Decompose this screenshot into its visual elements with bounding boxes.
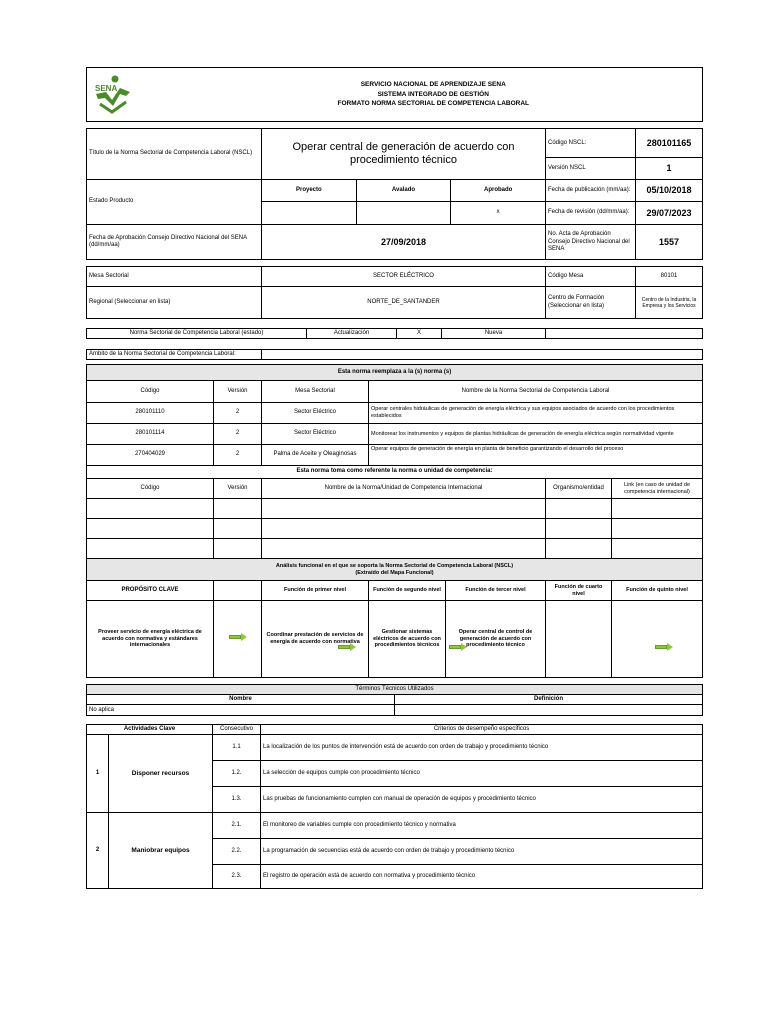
actividad-crit: El monitoreo de variables cumple con procedimiento técnico y normativa [261,813,703,839]
logo-text: SENA [95,84,118,93]
info-table [86,128,703,260]
funcional-title1: Análisis funcional en el que se soporta la Norma Sectorial de Competencia Laboral (NSCL) [275,562,514,569]
referente-h-codigo: Código [87,479,214,499]
reemplaza-mesa: Sector Eléctrico [262,403,369,424]
rev-label: Fecha de revisión (dd/mm/aa): [546,201,636,225]
funcional-title2: (Extraído del Mapa Funcional) [355,569,434,576]
funcional-f2: Gestionar sistemas eléctricos de acuerdo con procedimientos técnicos [369,601,446,678]
normas-table [86,364,703,678]
reemplaza-nombre: Monitorear los instrumentos y equipos de plantas hidráulicas de generación de energía eléctrica según normatividad vigente [369,424,703,445]
aprobado-mark: x [451,201,546,225]
funcional-h-proposito: PROPÓSITO CLAVE [87,581,214,601]
funcional-h-f1: Función de primer nivel [262,581,369,601]
header-title [165,68,703,122]
actividad-cons: 1.1 [213,735,261,761]
ambito-value [262,350,703,360]
table-row [87,519,703,539]
mesa-value: SECTOR ELÉCTRICO [262,267,546,287]
estado-nueva: Nueva [442,329,546,339]
funcional-f5 [612,601,703,678]
actividad-crit: El registro de operación está de acuerdo con normativa y procedimiento técnico [261,865,703,889]
reemplaza-mesa: Sector Eléctrico [262,424,369,445]
centro-value: Centro de la Industria, la Empresa y los Servicios [636,287,703,319]
terminos-def [395,705,703,716]
actividad-crit: La programación de secuencias está de acuerdo con orden de trabajo y procedimiento técnico [261,839,703,865]
reemplaza-h-nombre: Nombre de la Norma Sectorial de Competencia Laboral [369,381,703,403]
ambito-label: Ámbito de la Norma Sectorial de Competencia Laboral: [87,350,262,360]
arrow-right-icon [338,644,356,650]
actividad-cons: 2.2. [213,839,261,865]
referente-h-version: Versión [214,479,262,499]
acta-value: 1557 [636,225,703,260]
arrow-cell [214,601,262,678]
header-line1: SERVICIO NACIONAL DE APRENDIZAJE SENA [360,81,506,89]
table-row [87,813,703,839]
reemplaza-version: 2 [214,445,262,466]
avalado-header: Avalado [356,179,451,201]
reemplaza-codigo: 270404029 [87,445,214,466]
reemplaza-version: 2 [214,403,262,424]
funcional-h-f2: Función de segundo nivel [369,581,446,601]
reemplaza-h-codigo: Código [87,381,214,403]
funcional-f1: Coordinar prestación de servicios de energía de acuerdo con normativa [262,601,369,678]
actividad-num: 1 [87,735,109,813]
acta-label: No. Acta de Aprobación Consejo Directivo Nacional del SENA [546,225,636,260]
actividad-crit: La localización de los puntos de intervención está de acuerdo con orden de trabajo y procedimiento técnico [261,735,703,761]
reemplaza-h-mesa: Mesa Sectorial [262,381,369,403]
codmesa-label: Código Mesa [546,267,636,287]
funcional-f3: Operar central de control de generación de acuerdo con procedimiento técnico [446,601,546,678]
actividad-cons: 2.3. [213,865,261,889]
arrow-right-icon [655,644,673,650]
estado-label: Estado Producto [87,179,262,224]
proyecto-cell [262,201,357,225]
funcional-h-f5: Función de quinto nivel [612,581,703,601]
arrow-right-icon [449,644,467,650]
code-label: Código NSCL: [546,129,636,158]
reemplaza-title: Esta norma reemplaza a la (s) norma (s) [87,365,703,381]
actividad-name: Disponer recursos [109,735,213,813]
actividad-cons: 1.3. [213,787,261,813]
aprobado-header: Aprobado [451,179,546,201]
terminos-table [86,684,703,716]
funcional-title [87,559,703,581]
table-row [87,403,703,424]
title-value: Operar central de generación de acuerdo con procedimiento técnico [262,129,546,180]
table-row [87,424,703,445]
actividades-h-cons: Consecutivo [213,725,261,735]
reemplaza-codigo: 280101114 [87,424,214,445]
estado-actualizacion: Actualización [307,329,397,339]
arrow-gap [214,581,262,601]
title-label: Título de la Norma Sectorial de Competencia Laboral (NSCL) [87,129,262,180]
estado-table [86,328,703,339]
actividades-table [86,724,703,889]
header-line3: FORMATO NORMA SECTORIAL DE COMPETENCIA LABORAL [337,100,529,108]
reemplaza-codigo: 280101110 [87,403,214,424]
arrow-right-icon [229,634,247,640]
header-line2: SISTEMA INTEGRADO DE GESTIÓN [377,90,489,98]
reemplaza-h-version: Versión [214,381,262,403]
terminos-title: Términos Técnicos Utilizados [87,685,703,695]
codmesa-value: 80101 [636,267,703,287]
actividad-crit: La selección de equipos cumple con procedimiento técnico [261,761,703,787]
referente-h-link: Link (en caso de unidad de competencia internacional) [612,479,703,499]
centro-label: Centro de Formación (Seleccionar en lista) [546,287,636,319]
actividades-h-crit: Criterios de desempeño específicos [261,725,703,735]
actividad-crit: Las pruebas de funcionamiento cumplen con manual de operación de equipos y procedimiento técnico [261,787,703,813]
reemplaza-version: 2 [214,424,262,445]
funcional-proposito: Proveer servicio de energía eléctrica de acuerdo con normativa y estándares internacionales [87,601,214,678]
version-value: 1 [636,158,703,180]
regional-value: NORTE_DE_SANTANDER [262,287,546,319]
estado-blank [546,329,703,339]
funcional-h-f4: Función de cuarto nivel [546,581,612,601]
regional-label: Regional (Seleccionar en lista) [87,287,262,319]
mesa-label: Mesa Sectorial [87,267,262,287]
ambito-table [86,349,703,360]
mesa-table [86,266,703,319]
referente-h-nombre: Nombre de la Norma/Unidad de Competencia Internacional [262,479,546,499]
proyecto-header: Proyecto [262,179,357,201]
rev-value: 29/07/2023 [636,201,703,225]
funcional-h-f3: Función de tercer nivel [446,581,546,601]
pub-label: Fecha de publicación (mm/aa): [546,179,636,201]
estado-x: X [397,329,442,339]
terminos-h-nombre: Nombre [87,695,395,705]
table-row [87,539,703,559]
pub-value: 05/10/2018 [636,179,703,201]
reemplaza-nombre: Operar centrales hidráulicas de generación de energía eléctrica y sus equipos asociados de acuerdo con los procedimientos establecidos [369,403,703,424]
actividades-h-act: Actividades Clave [87,725,213,735]
actividad-cons: 1.2. [213,761,261,787]
estado-label-cell: Norma Sectorial de Competencia Laboral (estado) [87,329,307,339]
actividad-cons: 2.1. [213,813,261,839]
terminos-value: No aplica [87,705,395,716]
reemplaza-nombre: Operar equipos de generación de energía en planta de beneficio garantizando el desarrollo del proceso [369,445,703,466]
aprob-value: 27/09/2018 [262,225,546,260]
actividad-num: 2 [87,813,109,889]
code-value: 280101165 [636,129,703,158]
table-row [87,735,703,761]
funcional-f4 [546,601,612,678]
header-table [86,67,703,122]
aprob-label: Fecha de Aprobación Consejo Directivo Nacional del SENA (dd/mm/aa) [87,225,262,260]
sena-logo-icon [92,74,134,114]
table-row [87,499,703,519]
referente-h-org: Organismo/entidad [546,479,612,499]
reemplaza-mesa: Palma de Aceite y Oleaginosas [262,445,369,466]
version-label: Versión NSCL [546,158,636,180]
referente-title: Esta norma toma como referente la norma o unidad de competencia: [87,466,703,479]
actividad-name: Maniobrar equipos [109,813,213,889]
terminos-h-def: Definición [395,695,703,705]
table-row [87,445,703,466]
avalado-cell [356,201,451,225]
